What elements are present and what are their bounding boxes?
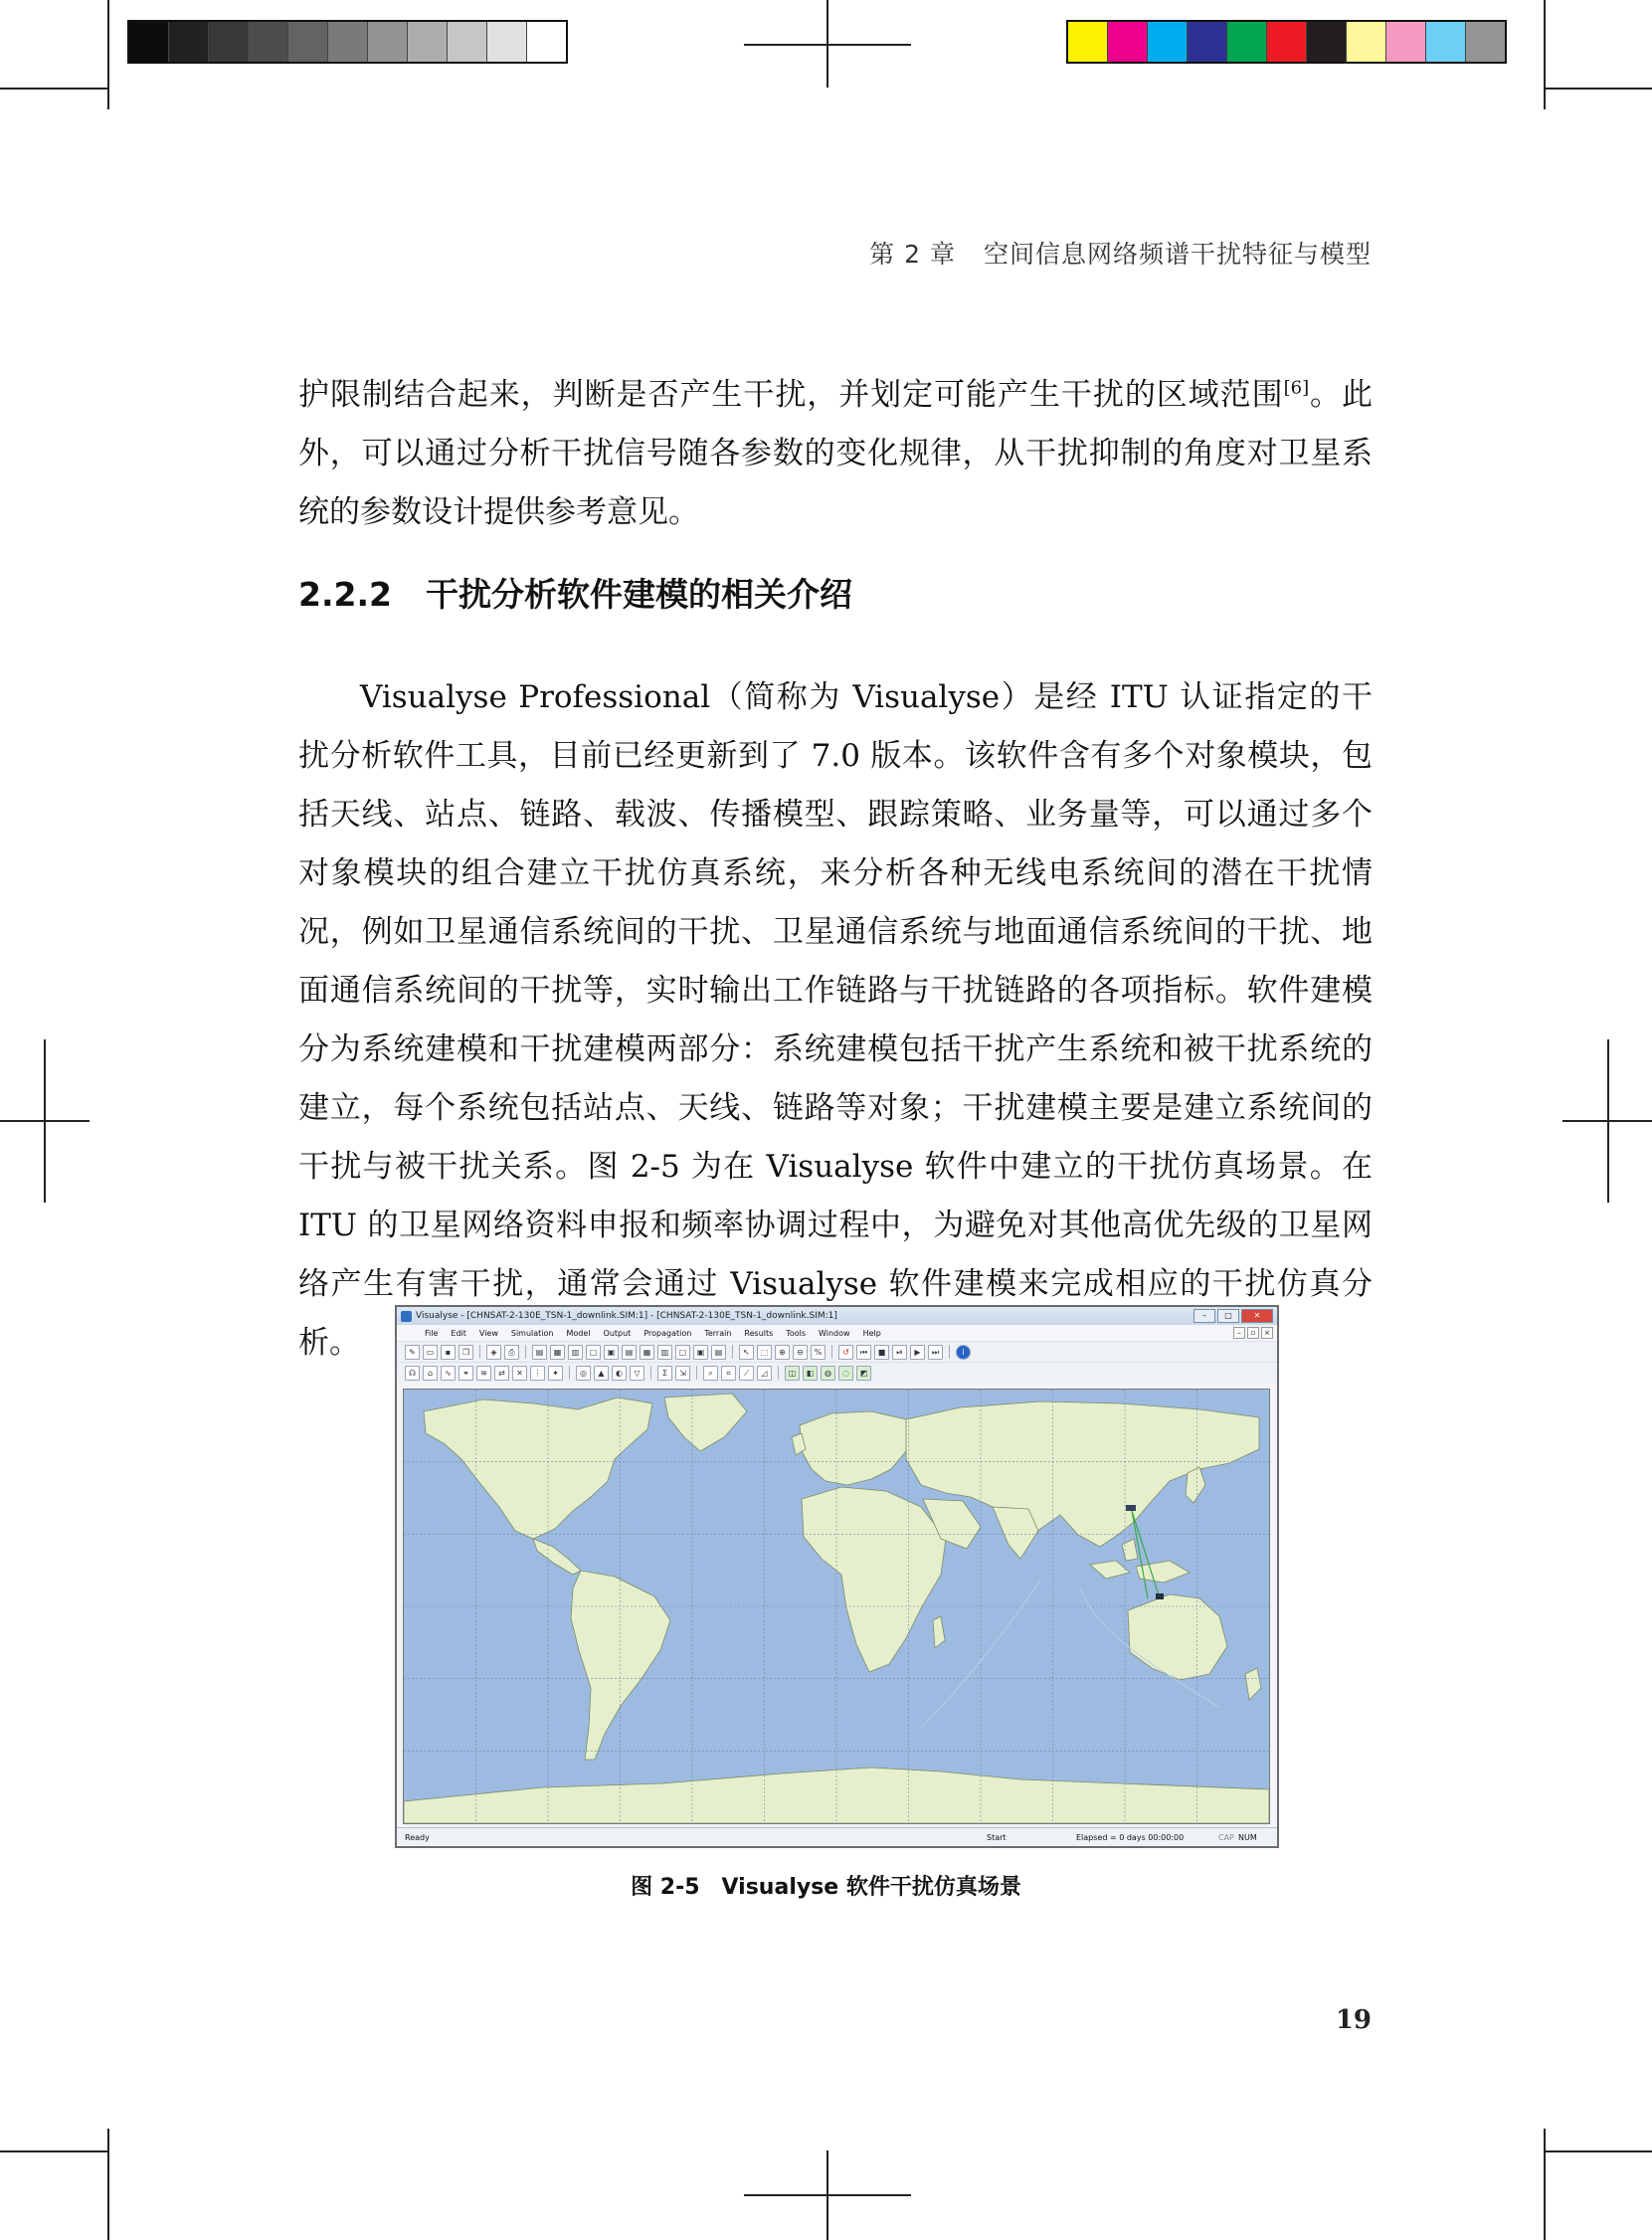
save-icon[interactable]: ▪ — [441, 1345, 456, 1360]
group-icon[interactable]: ⋮ — [530, 1366, 545, 1381]
process-swatch-9 — [1386, 22, 1426, 62]
menu-item-results[interactable]: Results — [744, 1328, 774, 1338]
mdi-close-button[interactable]: × — [1261, 1327, 1273, 1339]
view-icon[interactable]: ▢ — [586, 1345, 601, 1360]
mdi-restore-button[interactable]: ▫ — [1247, 1327, 1259, 1339]
menu-item-model[interactable]: Model — [566, 1328, 591, 1338]
grey-swatch-3 — [209, 22, 249, 62]
station-icon[interactable]: ⌂ — [423, 1366, 438, 1381]
toolbar-separator — [569, 1366, 570, 1380]
close-button[interactable]: ✕ — [1241, 1309, 1273, 1323]
section-title: 干扰分析软件建模的相关介绍 — [425, 575, 852, 614]
paragraph-1-text-end: 。此外，可以通过分析干扰信号随各参数的变化规律，从干扰抑制的角度对卫星系统的参数设计提供参考意见。 — [298, 377, 1374, 530]
reset-icon[interactable]: ↺ — [838, 1345, 853, 1360]
section-heading — [298, 569, 852, 616]
menu-item-output[interactable]: Output — [603, 1328, 632, 1338]
tracking-icon[interactable]: ◎ — [576, 1366, 591, 1381]
view-icon[interactable]: ▦ — [640, 1345, 654, 1360]
toolbar-separator — [650, 1366, 651, 1380]
status-bar — [397, 1827, 1277, 1846]
menu-item-terrain[interactable]: Terrain — [704, 1328, 732, 1338]
search-icon[interactable]: ⌕ — [703, 1366, 718, 1381]
object-icon[interactable]: ◈ — [486, 1345, 501, 1360]
view-icon[interactable]: ▤ — [622, 1345, 637, 1360]
chart-icon[interactable]: ⟋ — [739, 1366, 754, 1381]
help-icon[interactable]: i — [956, 1345, 971, 1360]
process-swatch-2 — [1108, 22, 1148, 62]
visualyse-screenshot — [395, 1305, 1279, 1848]
process-color-bar — [1066, 20, 1507, 64]
view-icon[interactable]: ▤ — [711, 1345, 726, 1360]
earth-icon[interactable]: ◍ — [821, 1366, 835, 1381]
view-icon[interactable]: ▥ — [568, 1345, 583, 1360]
world-map[interactable] — [404, 1390, 1269, 1823]
view-icon[interactable]: ▤ — [532, 1345, 547, 1360]
window-titlebar — [397, 1307, 1277, 1325]
pointer-icon[interactable]: ↖ — [739, 1345, 754, 1360]
world-map-view[interactable] — [403, 1389, 1270, 1824]
grey-swatch-4 — [249, 22, 288, 62]
globe-icon[interactable]: ◌ — [838, 1366, 853, 1381]
view-icon[interactable]: ▥ — [657, 1345, 672, 1360]
process-swatch-4 — [1188, 22, 1227, 62]
menu-item-window[interactable]: Window — [819, 1328, 850, 1338]
grey-swatch-11 — [527, 22, 566, 62]
menu-bar — [397, 1325, 1277, 1341]
toolbar-2 — [397, 1362, 1277, 1383]
figure-title: Visualyse 软件干扰仿真场景 — [721, 1875, 1021, 1900]
stop-icon[interactable]: ■ — [874, 1345, 889, 1360]
earth-station-marker — [1156, 1593, 1164, 1599]
fast-forward-icon[interactable]: ⏭ — [928, 1345, 943, 1360]
figure-caption — [0, 1870, 1652, 1901]
toolbar-separator — [949, 1345, 950, 1359]
figure-number: 图 2-5 — [631, 1875, 700, 1900]
process-swatch-10 — [1426, 22, 1466, 62]
toolbar-separator — [525, 1345, 526, 1359]
open-folder-icon[interactable]: ▭ — [423, 1345, 438, 1360]
antenna-icon[interactable]: ☊ — [405, 1366, 420, 1381]
menu-item-edit[interactable]: Edit — [451, 1328, 466, 1338]
zoom-100-icon[interactable]: % — [811, 1345, 826, 1360]
chapter-number: 第 2 章 — [869, 240, 956, 269]
process-swatch-11 — [1466, 22, 1505, 62]
menu-item-propagation[interactable]: Propagation — [643, 1328, 692, 1338]
paragraph-2: Visualyse Professional（简称为 Visualyse）是经 ITU 认证指定的干扰分析软件工具，目前已经更新到了 7.0 版本。该软件含有多个对象模块，包括天线、站点、链路、载波、传播模型、跟踪策略、业务量等，可以通过多个对象模块的组合建立干扰仿真系统，来分析各种无线电系统间的潜在干扰情况，例如卫星通信系统间的干扰、卫星通信系统与地面通信系统间的干扰、地面通信系统间的干扰等，实时输出工作链路与干扰链路的各项指标。软件建模分为系统建模和干扰建模两部分：系统建模包括干扰产生系统和被干扰系统的建立，每个系统包括站点、天线、链路等对象；干扰建模主要是建立系统间的干扰与被干扰关系。图 2-5 为在 Visualyse 软件中建立的干扰仿真场景。在 ITU 的卫星网络资料申报和频率协调过程中，为避免对其他高优先级的卫星网络产生有害干扰，通常会通过 Visualyse 软件建模来完成相应的干扰仿真分析。 — [298, 679, 1373, 1361]
grey-swatch-8 — [408, 22, 448, 62]
status-cap: CAP — [1218, 1832, 1234, 1842]
process-swatch-5 — [1227, 22, 1267, 62]
grey-swatch-6 — [328, 22, 368, 62]
toolbar-separator — [831, 1345, 832, 1359]
satellite-icon[interactable]: ✦ — [548, 1366, 563, 1381]
app-icon — [401, 1311, 412, 1322]
minimize-button[interactable]: – — [1193, 1309, 1215, 1323]
view-icon[interactable]: ▣ — [604, 1345, 619, 1360]
process-swatch-3 — [1148, 22, 1188, 62]
toolbar-1 — [397, 1341, 1277, 1362]
grey-swatch-7 — [368, 22, 408, 62]
traffic-icon[interactable]: ⇄ — [494, 1366, 509, 1381]
section-number: 2.2.2 — [298, 575, 392, 614]
process-swatch-7 — [1307, 22, 1347, 62]
graph-icon[interactable]: ⌗ — [721, 1366, 736, 1381]
menu-item-simulation[interactable]: Simulation — [510, 1328, 554, 1338]
grey-swatch-1 — [129, 22, 169, 62]
toolbar-separator — [732, 1345, 733, 1359]
coverage-icon[interactable]: ◐ — [612, 1366, 627, 1381]
sum-icon[interactable]: Σ — [657, 1366, 672, 1381]
view-icon[interactable]: ▢ — [675, 1345, 690, 1360]
grey-swatch-9 — [448, 22, 487, 62]
satellite-marker — [1126, 1505, 1136, 1511]
running-header — [869, 235, 1372, 271]
zoom-in-icon[interactable]: ⊕ — [775, 1345, 790, 1360]
filter-icon[interactable]: ▽ — [630, 1366, 644, 1381]
toolbar-separator — [696, 1366, 697, 1380]
zoom-out-icon[interactable]: ⊖ — [793, 1345, 808, 1360]
status-start: Start — [987, 1832, 1007, 1842]
menu-item-file[interactable]: File — [425, 1328, 439, 1338]
paragraph-1-text: 护限制结合起来，判断是否产生干扰，并划定可能产生干扰的区域范围 — [298, 377, 1284, 413]
layer-icon[interactable]: ◧ — [803, 1366, 818, 1381]
view-icon[interactable]: ▦ — [550, 1345, 565, 1360]
process-swatch-8 — [1347, 22, 1386, 62]
menu-item-tools[interactable]: Tools — [786, 1328, 807, 1338]
grey-swatch-10 — [487, 22, 527, 62]
zoom-window-icon[interactable]: ⬚ — [757, 1345, 772, 1360]
play-icon[interactable]: ▶ — [910, 1345, 925, 1360]
view-icon[interactable]: ▣ — [693, 1345, 708, 1360]
grey-color-bar — [127, 20, 568, 64]
grey-swatch-5 — [288, 22, 328, 62]
area-icon[interactable]: ◿ — [757, 1366, 772, 1381]
step-icon[interactable]: ⏯ — [892, 1345, 907, 1360]
new-file-icon[interactable]: ✎ — [405, 1345, 420, 1360]
process-swatch-6 — [1267, 22, 1307, 62]
page-number: 19 — [1335, 2005, 1372, 2035]
grey-swatch-2 — [169, 22, 209, 62]
propagation-icon[interactable]: ≋ — [476, 1366, 491, 1381]
window-title: Visualyse - [CHNSAT-2-130E_TSN-1_downlink.SIM:1] - [CHNSAT-2-130E_TSN-1_downlink.SIM:1] — [416, 1311, 837, 1321]
status-elapsed: Elapsed = 0 days 00:00:00 — [1076, 1832, 1185, 1842]
toolbar-separator — [778, 1366, 779, 1380]
chapter-title: 空间信息网络频谱干扰特征与模型 — [983, 240, 1372, 269]
rewind-icon[interactable]: ⏮ — [856, 1345, 871, 1360]
copy-icon[interactable]: ❐ — [459, 1345, 473, 1360]
paragraph-1 — [298, 366, 1373, 542]
citation: [6] — [1283, 377, 1310, 399]
maximize-button[interactable]: □ — [1217, 1309, 1239, 1323]
interference-icon[interactable]: ✕ — [512, 1366, 527, 1381]
map-icon[interactable]: ◫ — [785, 1366, 800, 1381]
carrier-icon[interactable]: ∿ — [441, 1366, 456, 1381]
status-ready: Ready — [405, 1832, 430, 1842]
menu-item-help[interactable]: Help — [862, 1328, 881, 1338]
mdi-minimize-button[interactable]: – — [1233, 1327, 1245, 1339]
status-num: NUM — [1238, 1832, 1257, 1842]
export-icon[interactable]: ⇲ — [675, 1366, 690, 1381]
link-icon[interactable]: ⚭ — [459, 1366, 473, 1381]
print-icon[interactable]: ⎙ — [504, 1345, 519, 1360]
terrain-icon[interactable]: ▲ — [594, 1366, 609, 1381]
toolbar-separator — [479, 1345, 480, 1359]
region-icon[interactable]: ◩ — [856, 1366, 871, 1381]
menu-item-view[interactable]: View — [478, 1328, 498, 1338]
process-swatch-1 — [1068, 22, 1108, 62]
